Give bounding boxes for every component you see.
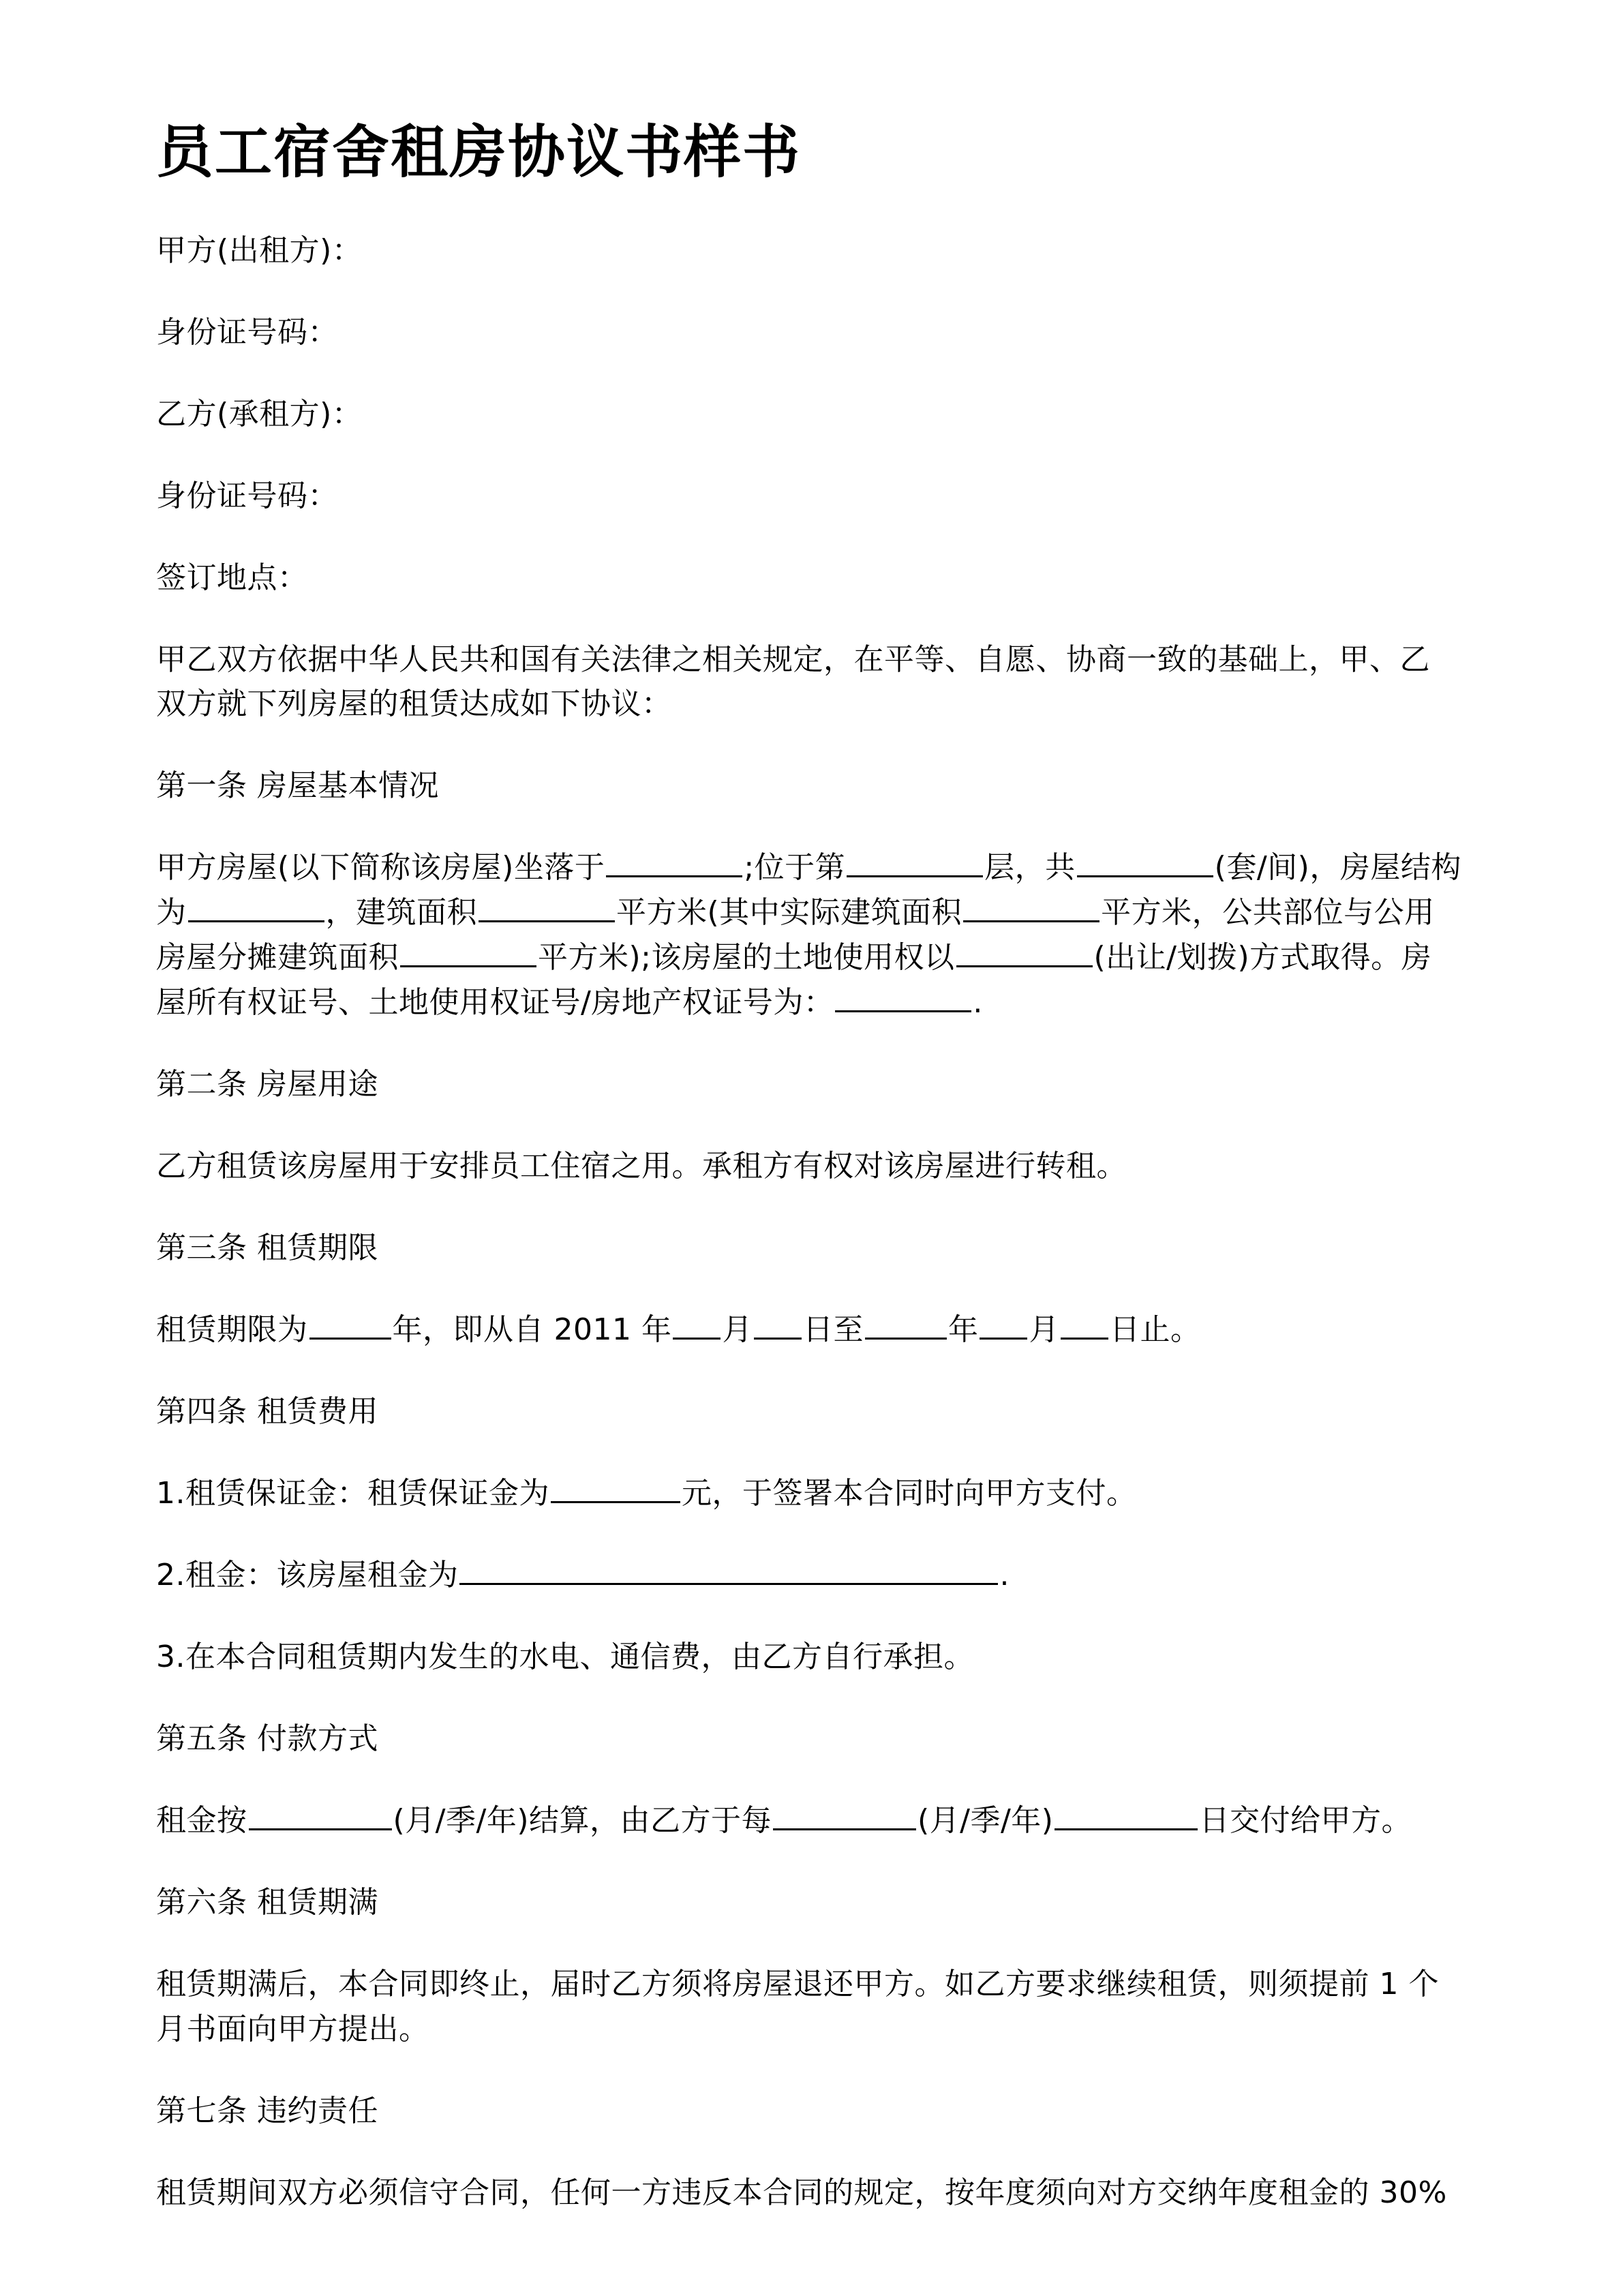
article-4-item-2 [156,1553,1010,1598]
article-1-text: 层，共 [984,850,1076,885]
settlement-period-blank [249,1801,392,1830]
article-1-line-3 [156,935,1431,980]
document-title: 员工宿舍租房协议书样书 [156,119,802,185]
article-4-text: 元，于签署本合同时向甲方支付。 [681,1476,1137,1511]
article-1-line-2 [156,890,1435,935]
article-5-text: (月/季/年) [917,1803,1054,1838]
article-1-text: (出让/划拨)方式取得。房 [1093,940,1432,975]
building-area-blank [479,893,615,922]
article-5-text: 日交付给甲方。 [1199,1803,1412,1838]
units-blank [1077,848,1213,877]
article-3-heading: 第三条 租赁期限 [156,1230,378,1265]
article-3-text: 月 [722,1312,753,1347]
article-4-text: . [999,1558,1010,1592]
article-1-text: ;位于第 [744,850,846,885]
start-day-blank [754,1310,802,1340]
article-1-text: 屋所有权证号、土地使用权证号/房地产权证号为： [156,985,834,1020]
land-right-blank [956,938,1093,967]
article-4-text: 2.租金：该房屋租金为 [156,1558,459,1592]
end-day-blank [1061,1310,1108,1340]
article-1-text: 平方米(其中实际建筑面积 [616,895,962,930]
party-a-id-label: 身份证号码： [156,315,338,350]
payment-day-blank [1055,1801,1198,1830]
structure-blank [188,893,324,922]
article-1-line-4 [156,980,983,1025]
article-3-text: 月 [1029,1312,1059,1347]
article-4-item-1 [156,1471,1136,1516]
article-1-text: 甲方房屋(以下简称该房屋)坐落于 [156,850,605,885]
payment-period-blank [773,1801,916,1830]
article-6-line-2: 月书面向甲方提出。 [156,2012,429,2046]
article-3-text: 年 [947,1312,979,1347]
sign-place-label: 签订地点： [156,560,308,595]
article-1-text: 平方米);该房屋的土地使用权以 [538,940,955,975]
article-4-text: 1.租赁保证金：租赁保证金为 [156,1476,549,1511]
end-month-blank [980,1310,1027,1340]
article-6-heading: 第六条 租赁期满 [156,1885,378,1920]
article-1-line-1 [156,845,1461,890]
article-7-heading: 第七条 违约责任 [156,2094,378,2128]
article-7-line-1: 租赁期间双方必须信守合同，任何一方违反本合同的规定，按年度须向对方交纳年度租金的 30% [156,2175,1447,2210]
article-3-line [156,1308,1200,1353]
rent-blank [459,1556,998,1585]
start-month-blank [673,1310,721,1340]
article-1-text: 平方米，公共部位与公用 [1101,895,1435,930]
article-3-text: 租赁期限为 [156,1312,308,1347]
article-2-heading: 第二条 房屋用途 [156,1067,378,1102]
article-5-heading: 第五条 付款方式 [156,1721,378,1756]
party-a-label: 甲方(出租方)： [156,233,363,268]
article-4-heading: 第四条 租赁费用 [156,1394,378,1429]
party-b-id-label: 身份证号码： [156,479,338,513]
article-3-text: 日至 [802,1312,864,1347]
floor-blank [847,848,983,877]
actual-area-blank [963,893,1099,922]
article-3-text: 日止。 [1109,1312,1201,1347]
lease-years-blank [309,1310,391,1340]
certificate-no-blank [835,983,971,1012]
article-1-text: 房屋分摊建筑面积 [156,940,399,975]
article-5-text: (月/季/年)结算，由乙方于每 [393,1803,772,1838]
shared-area-blank [400,938,536,967]
article-1-heading: 第一条 房屋基本情况 [156,768,439,803]
intro-line-2: 双方就下列房屋的租赁达成如下协议： [156,686,672,721]
article-1-text: ，建筑面积 [325,895,477,930]
location-blank [606,848,742,877]
article-3-text: 年，即从自 2011 年 [392,1312,672,1347]
article-2-text: 乙方租赁该房屋用于安排员工住宿之用。承租方有权对该房屋进行转租。 [156,1149,1127,1183]
end-year-blank [865,1310,947,1340]
article-4-item-3: 3.在本合同租赁期内发生的水电、通信费，由乙方自行承担。 [156,1640,974,1674]
article-1-text: . [973,985,983,1020]
article-1-text: 为 [156,895,187,930]
party-b-label: 乙方(承租方)： [156,397,363,432]
deposit-blank [551,1474,680,1503]
article-1-text: (套/间)，房屋结构 [1214,850,1461,885]
intro-line-1: 甲乙双方依据中华人民共和国有关法律之相关规定，在平等、自愿、协商一致的基础上，甲、乙 [156,642,1430,677]
article-5-line [156,1798,1412,1843]
article-5-text: 租金按 [156,1803,247,1838]
article-6-line-1: 租赁期满后，本合同即终止，届时乙方须将房屋退还甲方。如乙方要求继续租赁，则须提前 1 个 [156,1967,1439,2002]
